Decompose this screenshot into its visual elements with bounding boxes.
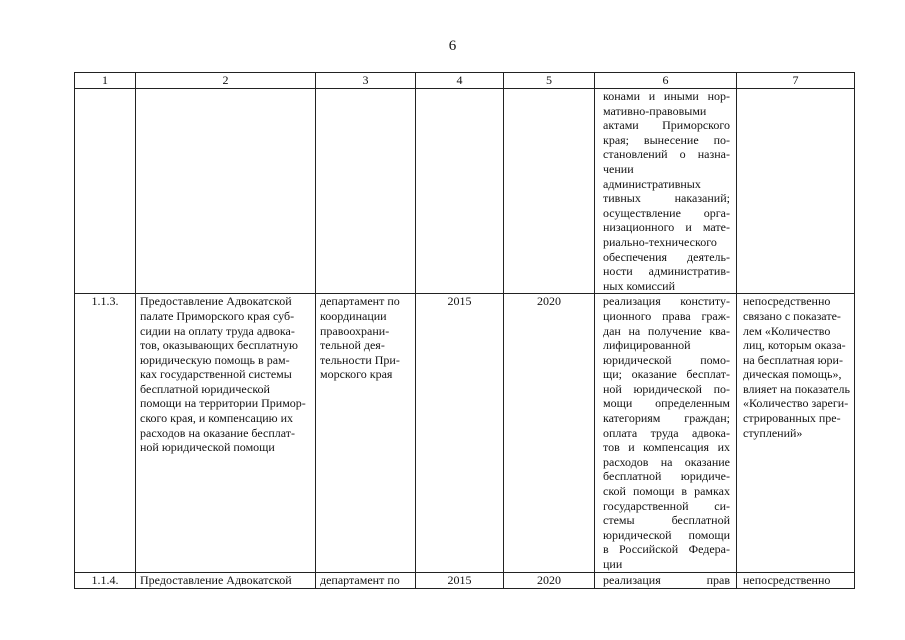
text-line: лифицированной [603, 338, 691, 353]
text-line: ной юридической помощи [140, 440, 275, 455]
result-lines [603, 89, 730, 293]
text-line: влияет на показатель [743, 381, 850, 396]
text-line: в Российской Федера- [603, 542, 730, 557]
cell-start-year: 2015 [416, 573, 504, 589]
header-col-7: 7 [737, 73, 855, 89]
header-col-6: 6 [595, 73, 737, 89]
cell-result [595, 89, 737, 294]
text-line: сидии на оплату труда адвока- [140, 323, 295, 338]
text-line: связано с показате- [743, 308, 841, 323]
text-line: ского края, и компенсацию их [140, 411, 294, 426]
cell-end-year: 2020 [504, 573, 595, 589]
text-line: помощи на территории Примор- [140, 396, 306, 411]
cell-executor: департамент по [316, 573, 416, 589]
text-line: обеспечения деятель- [603, 249, 730, 264]
text-line: лиц, которым оказа- [743, 338, 846, 353]
cell-result: реализация прав [595, 573, 737, 589]
header-col-2: 2 [136, 73, 316, 89]
text-line: щи; оказание бесплат- [603, 367, 730, 382]
text-line: ской помощи в рамках [603, 484, 730, 499]
cell-description [136, 89, 316, 294]
text-line: ных комиссий [603, 278, 675, 293]
text-line: «Количество зареги- [743, 396, 849, 411]
text-line: оплата труда адвока- [603, 425, 730, 440]
cell-start-year: 2015 [416, 294, 504, 573]
text-line: бесплатной юридической [140, 381, 270, 396]
cell-number: 1.1.3. [75, 294, 136, 573]
header-col-4: 4 [416, 73, 504, 89]
header-col-3: 3 [316, 73, 416, 89]
text-line: чении административных [603, 161, 701, 191]
text-line: на бесплатная юри- [743, 352, 843, 367]
text-line: реализация конститу- [603, 294, 730, 309]
text-line: тельной дея- [320, 338, 385, 353]
cell-number [75, 89, 136, 294]
header-col-5: 5 [504, 73, 595, 89]
text-line: мощи определенным [603, 396, 730, 411]
text-line: морского края [320, 367, 393, 382]
cell-result [595, 294, 737, 573]
cell-indicator [737, 89, 855, 294]
page-number: 6 [448, 38, 457, 54]
text-line: ции [603, 557, 623, 571]
cell-number: 1.1.4. [75, 573, 136, 589]
text-line: тельности При- [320, 352, 400, 367]
header-col-1: 1 [75, 73, 136, 89]
text-line: юридическую помощь в рам- [140, 352, 290, 367]
text-line: расходов на оказание [603, 454, 730, 469]
executor-lines [320, 294, 411, 382]
text-line: дан на получение ква- [603, 323, 730, 338]
text-line: ционного права граж- [603, 308, 730, 323]
text-line: стрированных пре- [743, 411, 841, 426]
text-line: дическая помощь», [743, 367, 842, 382]
text-line: расходов на оказание бесплат- [140, 425, 295, 440]
text-line: тов и компенсация их [603, 440, 730, 455]
cell-executor [316, 89, 416, 294]
text-line: ности административ- [603, 264, 730, 279]
text-line: категориям граждан; [603, 411, 730, 426]
text-line: правоохрани- [320, 323, 390, 338]
text-line: бесплатной юридиче- [603, 469, 730, 484]
text-line: лем «Количество [743, 323, 831, 338]
text-line: непосредственно [743, 294, 831, 309]
text-line: осуществление орга- [603, 205, 730, 220]
cell-end-year [504, 89, 595, 294]
cell-end-year: 2020 [504, 294, 595, 573]
text-line: тов, оказывающих бесплатную [140, 338, 298, 353]
cell-indicator: непосредственно [737, 573, 855, 589]
text-line: юридической помо- [603, 352, 730, 367]
text-line: риально-технического [603, 234, 717, 249]
text-line: юридической помощи [603, 527, 730, 542]
text-line: мативно-правовыми [603, 103, 707, 118]
text-line: края; вынесение по- [603, 132, 730, 147]
table-row-continuation [75, 89, 855, 294]
cell-indicator [737, 294, 855, 573]
text-line: тивных наказаний; [603, 191, 730, 206]
text-line: палате Приморского края суб- [140, 308, 295, 323]
text-line: ках государственной системы [140, 367, 292, 382]
description-lines [140, 294, 311, 455]
text-line: актами Приморского [603, 118, 730, 133]
text-line: становлений о назна- [603, 147, 730, 162]
cell-description [136, 294, 316, 573]
text-line: конами и иными нор- [603, 89, 730, 103]
cell-description: Предоставление Адвокатской [136, 573, 316, 589]
text-line: ной юридической по- [603, 381, 730, 396]
text-line: департамент по [320, 294, 400, 309]
text-line: государственной си- [603, 498, 730, 513]
cell-executor [316, 294, 416, 573]
text-line: ступлений» [743, 425, 803, 440]
table-row-1-1-4 [75, 573, 855, 589]
text-line: координации [320, 308, 387, 323]
text-line: стемы бесплатной [603, 513, 730, 528]
table-header-row [75, 73, 855, 89]
table-row-1-1-3 [75, 294, 855, 573]
result-lines [603, 294, 730, 571]
program-measures-table [74, 72, 855, 589]
text-line: Предоставление Адвокатской [140, 294, 292, 309]
indicator-lines [743, 294, 850, 440]
cell-start-year [416, 89, 504, 294]
text-line: низационного и мате- [603, 220, 730, 235]
